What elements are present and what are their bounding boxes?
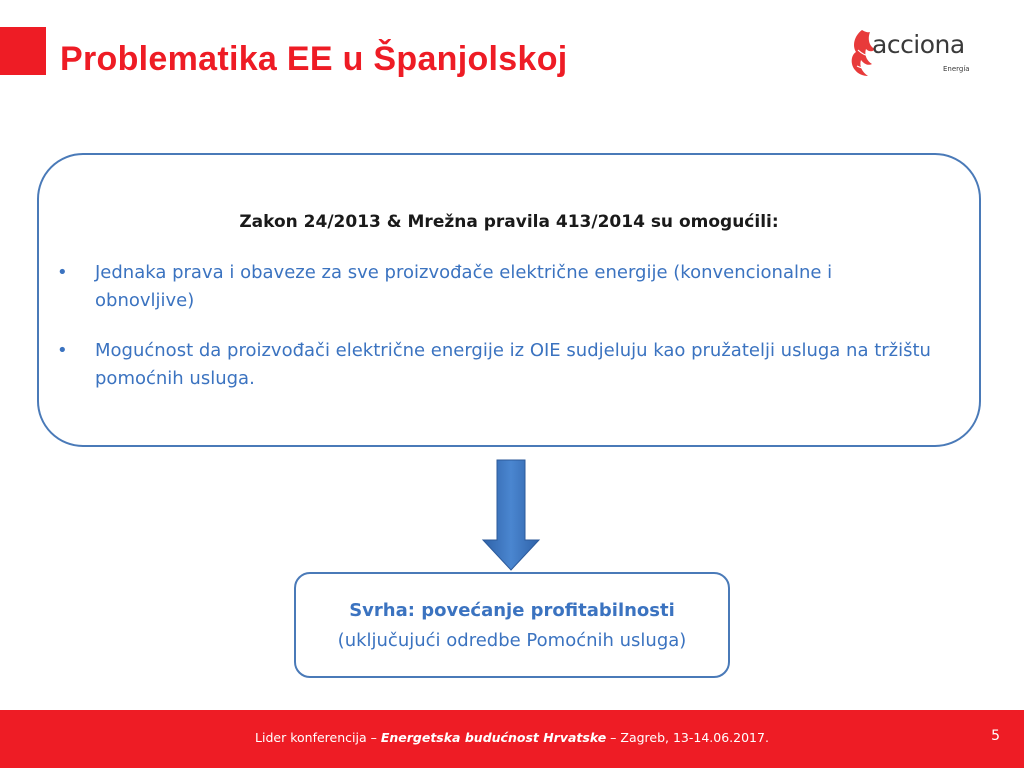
purpose-subtitle: (uključujući odredbe Pomoćnih usluga) xyxy=(337,630,687,651)
down-arrow-icon xyxy=(481,458,541,574)
acciona-logo xyxy=(846,22,974,84)
footer-prefix: Lider konferencija – xyxy=(255,730,381,745)
bullet-text: Jednaka prava i obaveze za sve proizvođače električne energije (konvencionalne i obnovljive) xyxy=(95,262,833,311)
bullet-item xyxy=(57,337,937,393)
title-accent-square xyxy=(0,27,46,75)
legislation-heading: Zakon 24/2013 & Mrežna pravila 413/2014 su omogućili: xyxy=(239,212,779,232)
page-title: Problematika EE u Španjolskoj xyxy=(60,40,568,78)
bullet-marker: • xyxy=(57,340,68,361)
footer-bar xyxy=(0,710,1024,768)
footer-conference-name: Energetska budućnost Hrvatske xyxy=(380,730,607,745)
logo-subtitle: Energía xyxy=(943,65,970,73)
legislation-box xyxy=(37,153,981,447)
bullet-item xyxy=(57,259,937,315)
footer-text xyxy=(0,730,1024,745)
footer-suffix: – Zagreb, 13-14.06.2017. xyxy=(606,730,769,745)
bullet-marker: • xyxy=(57,262,68,283)
purpose-box xyxy=(294,572,730,678)
page-number: 5 xyxy=(991,728,1000,744)
bullet-text: Mogućnost da proizvođači električne energije iz OIE sudjeluju kao pružatelji usluga na tržištu pomoćnih usluga. xyxy=(95,340,931,389)
purpose-title: Svrha: povećanje profitabilnosti xyxy=(349,600,675,621)
logo-wordmark: acciona xyxy=(872,30,965,59)
